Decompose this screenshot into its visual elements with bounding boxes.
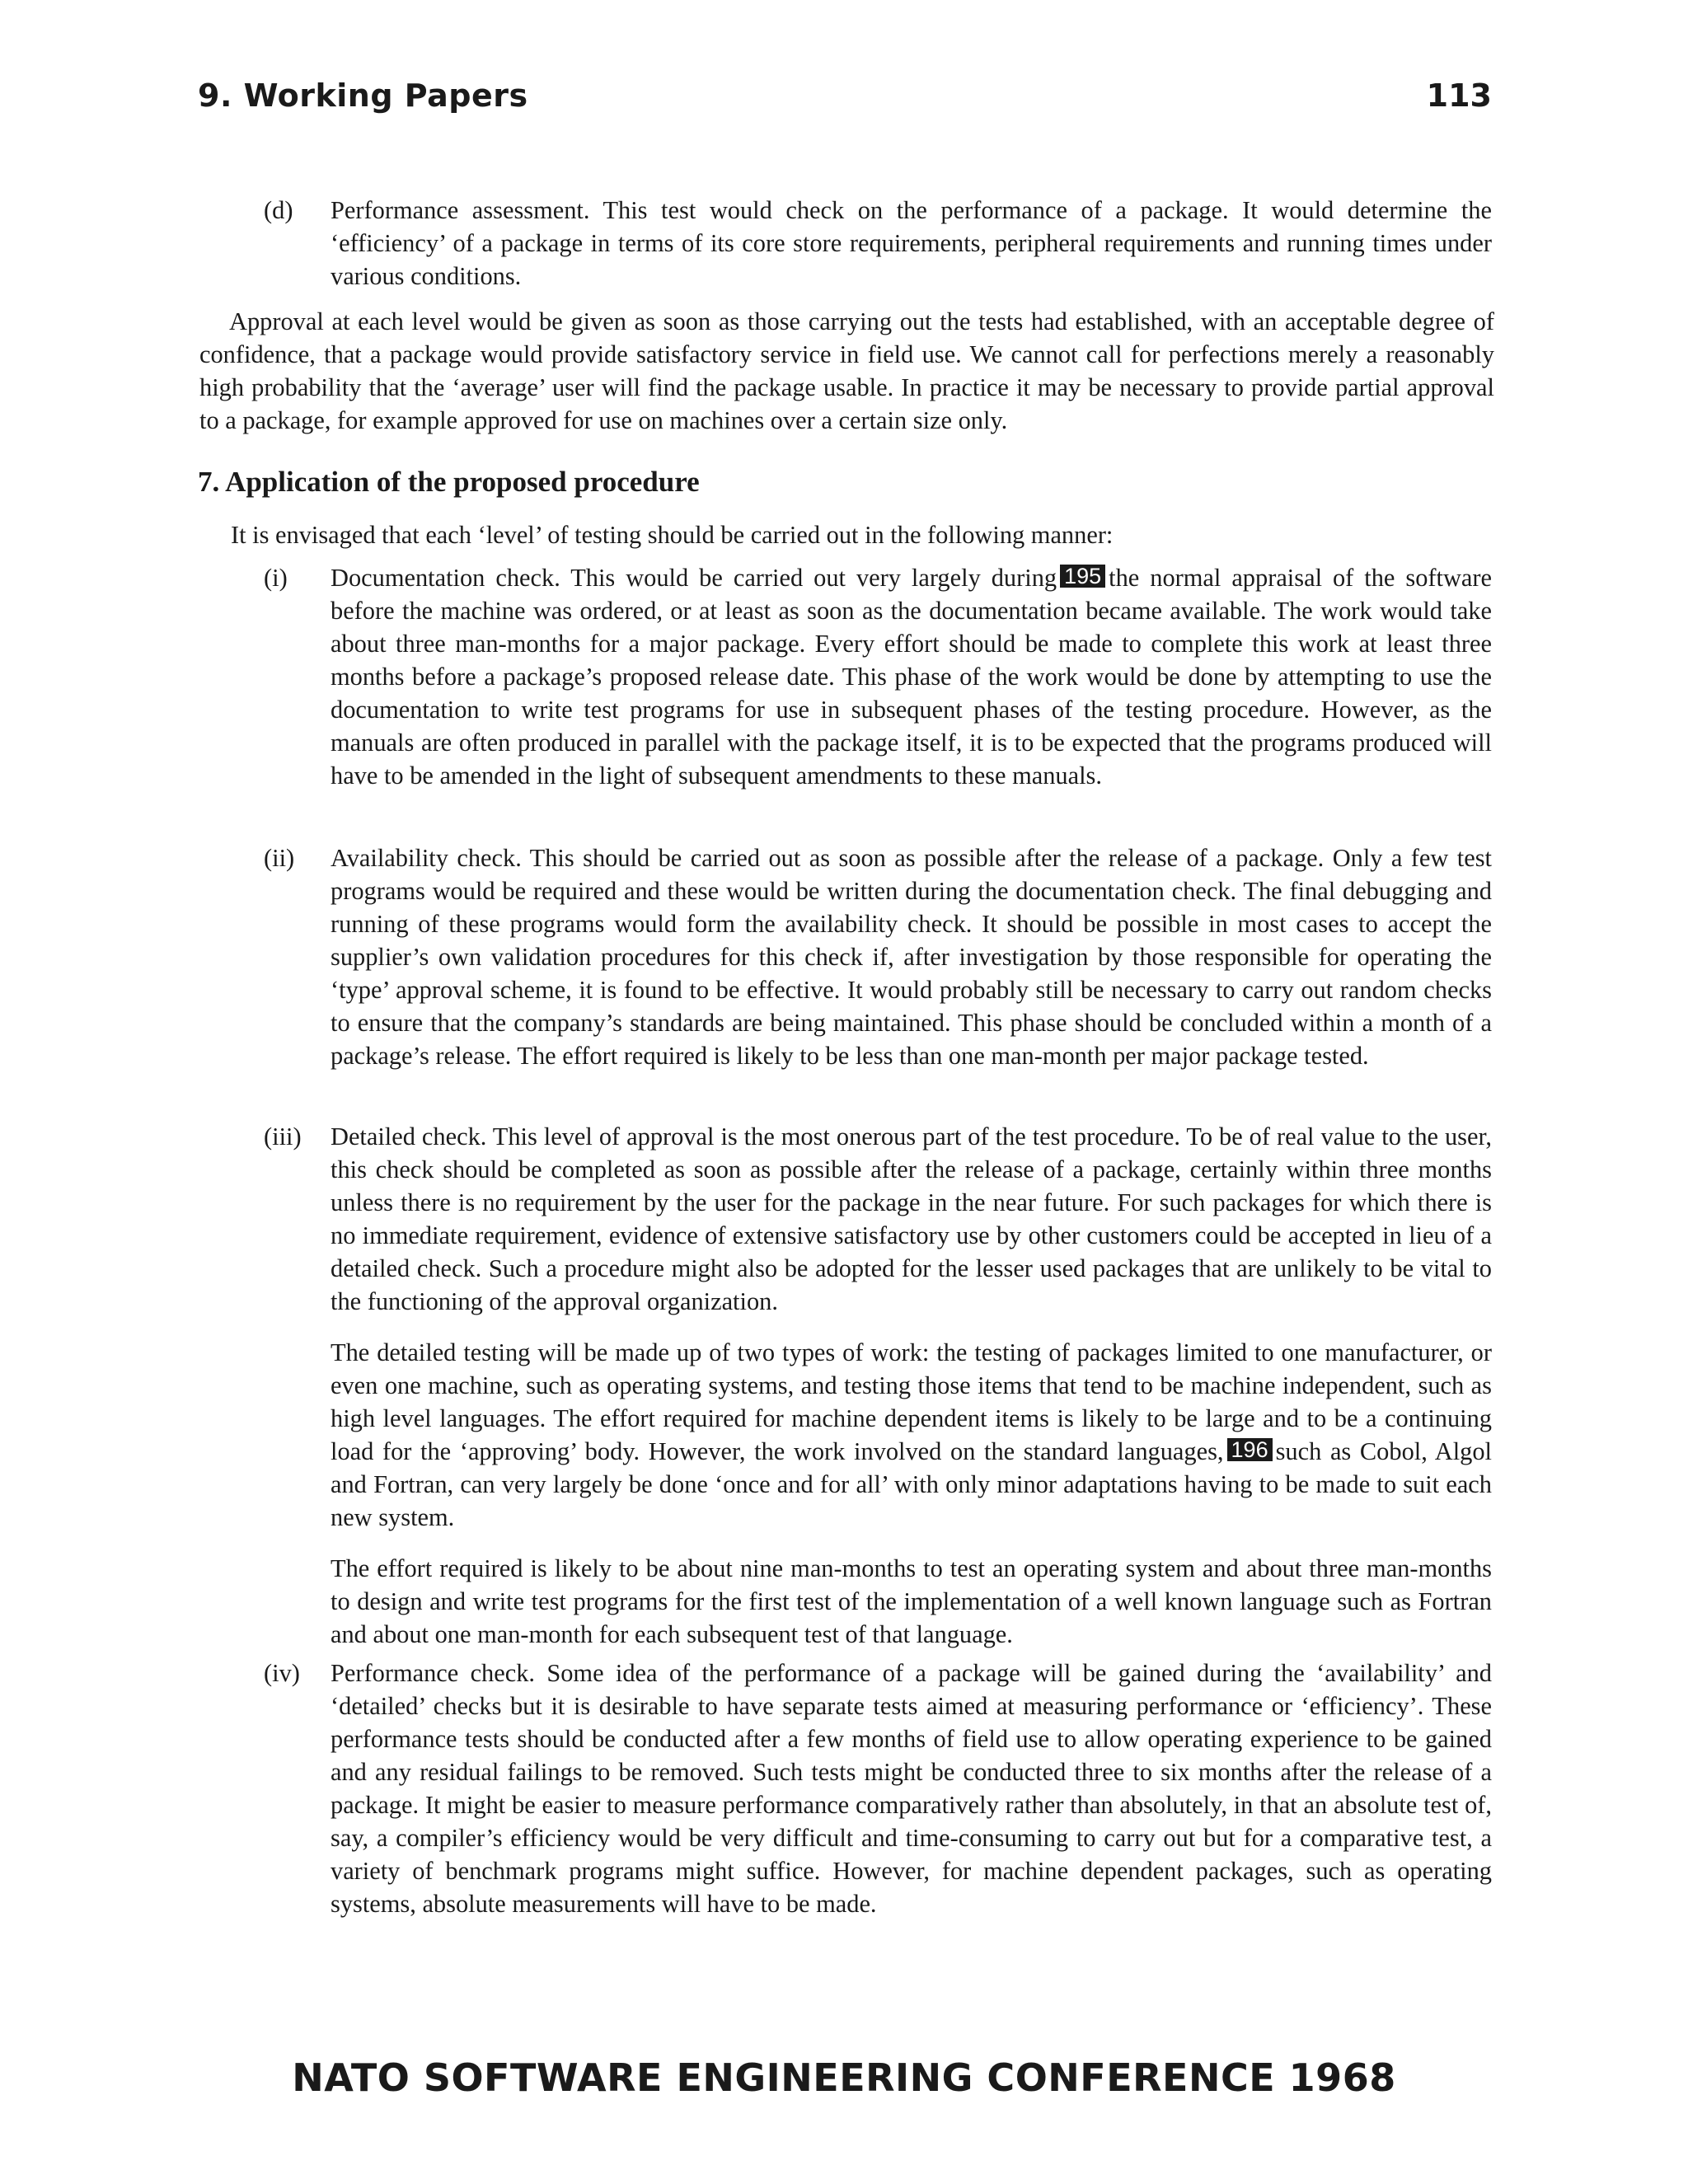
text-segment: the normal appraisal of the software before the machine was ordered, or at least as soon as the documentation became available. The work would take about three man-months for a major package. Every effort should be made to complete this work at least three months before a package’s proposed release date. This phase of the work would be done by attempting to use the documentation to write test programs for use in subsequent phases of the testing procedure. However, as the manuals are often produced in parallel with the package itself, it is to be expected that the programs produced will have to be amended in the light of subsequent amendments to these manuals. — [331, 564, 1493, 790]
text-segment: Documentation check. This would be carried out very largely during — [331, 564, 1057, 592]
list-item-d — [264, 194, 1492, 293]
list-item-content — [331, 1120, 1492, 1651]
list-item-paragraph — [331, 1336, 1492, 1534]
list-item-iii — [264, 1120, 1492, 1651]
running-header-title: 9. Working Papers — [198, 77, 528, 114]
approval-paragraph: Approval at each level would be given as soon as those carrying out the tests had established, with an acceptable degree of confidence, that a package would provide satisfactory service in field use. We cannot call for perfections merely a reasonably high probability that the ‘average’ user will find the package usable. In practice it may be necessary to provide partial approval to a package, for example approved for use on machines over a certain size only. — [199, 307, 1494, 434]
list-item-paragraph: The effort required is likely to be about nine man-months to test an operating system and about three man-months to design and write test programs for the first test of the implementation of a well known language such as Fortran and about one man-month for each subsequent test of that language. — [331, 1554, 1492, 1648]
list-item-text — [331, 561, 1492, 792]
section-heading: 7. Application of the proposed procedure — [198, 466, 700, 498]
list-marker: (d) — [264, 196, 293, 224]
page-number: 113 — [1426, 77, 1492, 114]
list-item-content — [331, 194, 1492, 293]
section-intro: It is envisaged that each ‘level’ of testing should be carried out in the following manner: — [231, 521, 1114, 549]
margin-reference-number: 195 — [1060, 565, 1105, 588]
list-item-content — [331, 841, 1492, 1072]
margin-reference-number: 196 — [1227, 1438, 1273, 1461]
list-item-text: Performance assessment. This test would check on the performance of a package. It would determine the ‘efficiency’ of a package in terms of its core store requirements, peripheral requirements and running times under various conditions. — [331, 196, 1492, 290]
list-item-iv — [264, 1657, 1492, 1920]
list-item-text: Availability check. This should be carried out as soon as possible after the release of a package. Only a few test programs would be required and these would be written during the documentation check. The final debugging and running of these programs would form the availability check. It should be possible in most cases to accept the supplier’s own validation procedures for this check if, after investigation by those responsible for operating the ‘type’ approval scheme, it is found to be effective. It would probably still be necessary to carry out random checks to ensure that the company’s standards are being maintained. This phase should be concluded within a month of a package’s release. The effort required is likely to be less than one man-month per major package tested. — [331, 844, 1492, 1070]
list-marker: (i) — [264, 564, 288, 592]
list-item-i — [264, 561, 1492, 792]
list-item-content — [331, 1657, 1492, 1920]
list-item-paragraph: Detailed check. This level of approval is the most onerous part of the test procedure. To be of real value to the user, this check should be completed as soon as possible after the release of a package, certainly within three months unless there is no requirement by the user for the package in the near future. For such packages for which there is no immediate requirement, evidence of extensive satisfactory use by other customers could be accepted in lieu of a detailed check. Such a procedure might also be adopted for the lesser used packages that are unlikely to be vital to the functioning of the approval organization. — [331, 1122, 1492, 1315]
text-segment: The detailed testing will be made up of two types of work: the testing of packages limited to one manufacturer, or even one machine, such as operating systems, and testing those items that tend to be machine independent, such as high level languages. The effort required for machine dependent items is likely to be large and to be a continuing load for the ‘approving’ body. However, the work involved on the standard languages, — [331, 1338, 1492, 1465]
list-item-text: Performance check. Some idea of the performance of a package will be gained during the ‘availability’ and ‘detailed’ checks but it is desirable to have separate tests aimed at measuring performance or ‘efficiency’. These performance tests should be conducted after a few months of field use to allow operating experience to be gained and any residual failings to be removed. Such tests might be conducted three to six months after the release of a package. It might be easier to measure performance comparatively rather than absolutely, in that an absolute test of, say, a compiler’s efficiency would be very difficult and time-consuming to carry out but for a comparative test, a variety of benchmark programs might suffice. However, for machine dependent packages, such as operating systems, absolute measurements will have to be made. — [331, 1659, 1492, 1918]
text-segment: such as Cobol, Algol and Fortran, can very largely be done ‘once and for all’ with only minor adaptations having to be made to suit each new system. — [331, 1437, 1492, 1531]
list-item-ii — [264, 841, 1492, 1072]
list-item-content — [331, 561, 1492, 792]
list-marker: (iv) — [264, 1659, 300, 1687]
conference-footer: NATO SOFTWARE ENGINEERING CONFERENCE 1968 — [292, 2055, 1396, 2100]
list-marker: (ii) — [264, 844, 295, 872]
list-marker: (iii) — [264, 1122, 302, 1151]
